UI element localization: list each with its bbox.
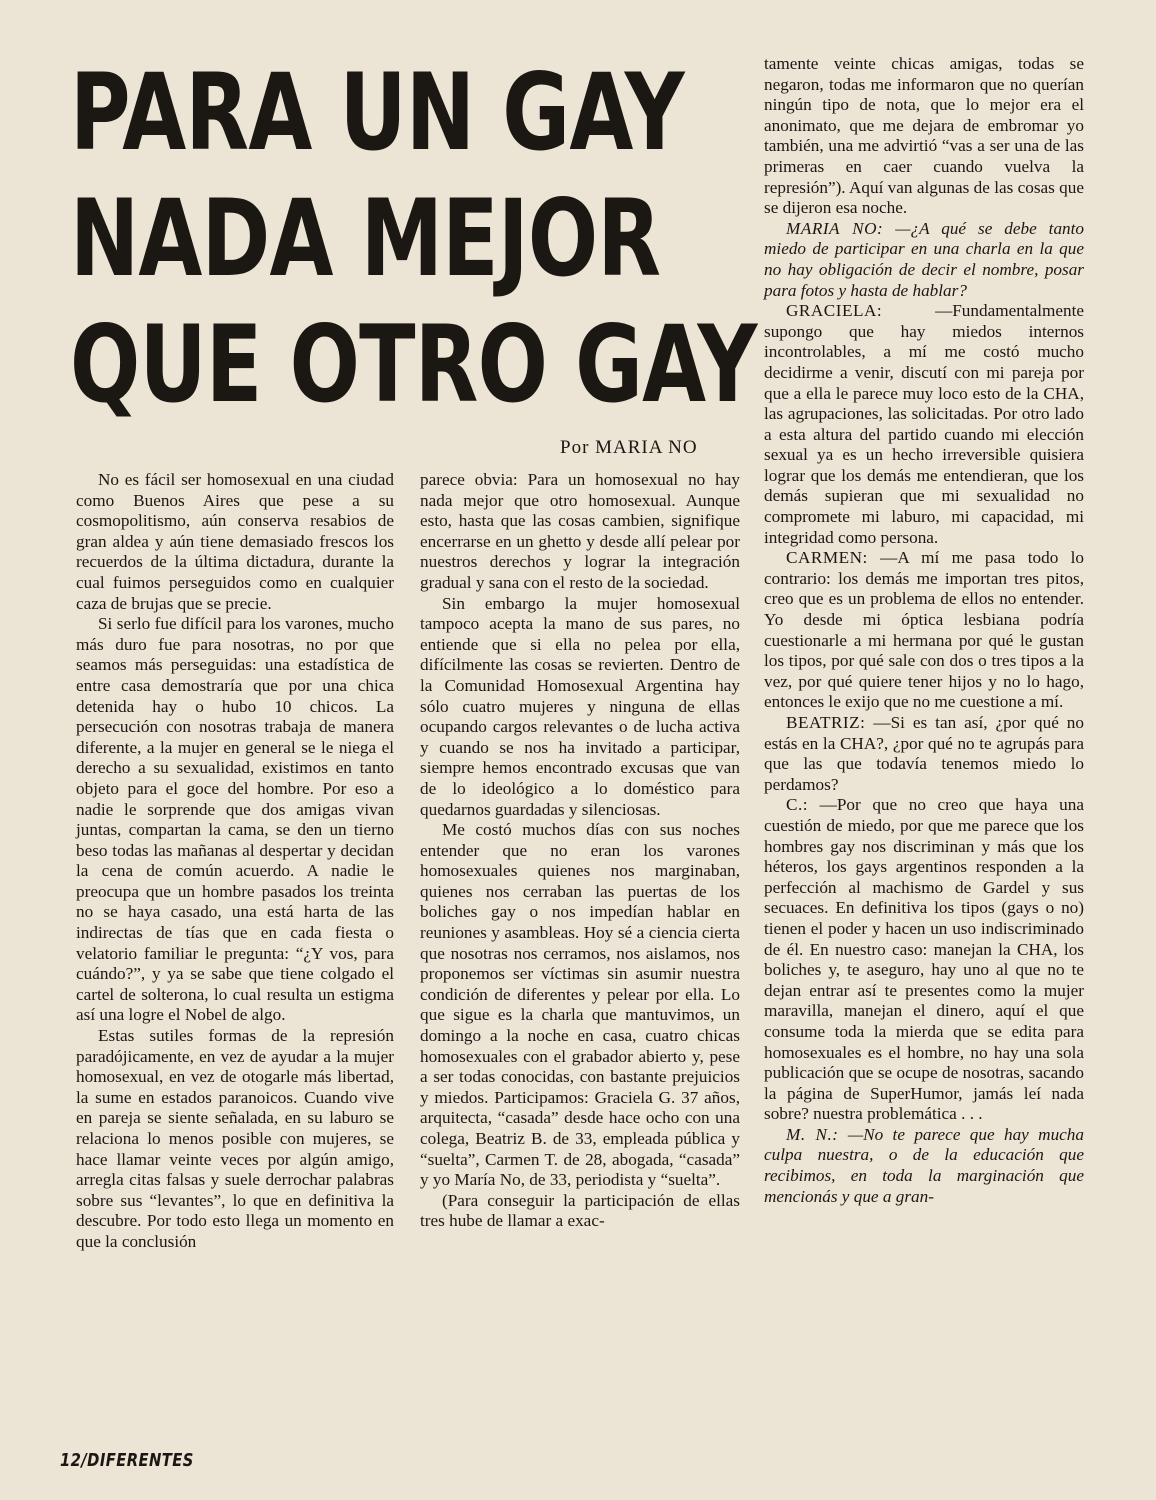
paragraph: No es fácil ser homosexual en una ciudad como Buenos Aires que pese a su cosmopolitismo, aún conserva resabios de gran aldea y aún tiene demasiado frescos los recuerdos de la última dictadura, durante la cual fuimos perseguidos como en cualquier caza de brujas que se precie. — [76, 470, 394, 613]
paragraph: parece obvia: Para un homosexual no hay nada mejor que otro homosexual. Aunque esto, hasta que las cosas cambien, signifique encerrarse en un ghetto y desde allí pelear por nuestros derechos y lograr la integración gradual y sana con el resto de la sociedad. — [420, 470, 740, 592]
paragraph: (Para conseguir la participación de ellas tres hube de llamar a exac- — [420, 1190, 740, 1231]
headline-line-2: NADA MEJOR — [70, 177, 661, 300]
paragraph: Sin embargo la mujer homosexual tampoco acepta la mano de sus pares, no entiende que si ella no pelea por ella, difícilmente las cosas se revierten. Dentro de la Comunidad Homosexual Argentina hay sólo cuatro mujeres y ninguna de ellas ocupando cargos relevantes o de lucha activa y cuando se nos ha invitado a participar, siempre hemos encontrado excusas que van de lo ideológico a lo doméstico para quedarnos guardadas y silenciosas. — [420, 593, 740, 819]
interview-question — [764, 1125, 1084, 1207]
answer-text: —Si es tan así, ¿por qué no estás en la CHA?, ¿por qué no te agrupás para que las que todavía tenemos miedo lo perdamos? — [764, 713, 1084, 794]
byline: Por MARIA NO — [560, 437, 698, 458]
paragraph: Me costó muchos días con sus noches entender que no eran los varones homosexuales quienes nos marginaban, quienes nos cerraban las puertas de los boliches gay o nos impedían hablar en reuniones y asambleas. Hoy sé a ciencia cierta que nosotras nos cerramos, nos aislamos, nos proponemos ser víctimas sin asumir nuestra condición de diferentes y pelear por ella. Lo que sigue es la charla que mantuvimos, un domingo a la noche en casa, cuatro chicas homosexuales con el grabador abierto y, pese a ser todas conocidas, con bastante prejuicios y miedos. Participamos: Graciela G. 37 años, arquitecta, “casada” desde hace ocho con una colega, Beatriz B. de 33, empleada pública y “suelta”, Carmen T. de 28, abogada, “casada” y yo María No, de 33, periodista y “suelta”. — [420, 820, 740, 1190]
text-column-3 — [764, 54, 1084, 1207]
speaker-name: C.: — [786, 795, 809, 815]
text-column-1 — [76, 470, 394, 1253]
speaker-name: CARMEN: — [786, 548, 868, 568]
question-text: —¿A qué se debe tanto miedo de participar en una charla en la que no hay obligación de decir el nombre, posar para fotos y hasta de hablar? — [764, 218, 1085, 300]
answer-text: —Por que no creo que haya una cuestión de miedo, por que me parece que los hombres gay nos discriminan y más que los héteros, los gays argentinos responden a la perfección al machismo de Gardel y sus secuaces. En definitiva los tipos (gays o no) tienen el poder y hacen un uso indiscriminado de él. En nuestro caso: manejan la CHA, los boliches y, te aseguro, hay uno al que no te dejan entrar así te presentes como la mujer maravilla, manejan el dinero, aquí el que consume toda la mierda que se edita para homosexuales es el hombre, no hay una sola publicación que se ocupe de nosotras, sacando la página de SuperHumor, jamás leí nada sobre? nuestra problemática . . . — [764, 795, 1084, 1124]
headline-line-1: PARA UN GAY — [70, 51, 684, 174]
paragraph: Estas sutiles formas de la represión paradójicamente, en vez de ayudar a la mujer homosexual, en vez de otogarle más libertad, la sume en estados paranoicos. Cuando vive en pareja se siente señalada, en su laburo se relaciona lo menos posible con mujeres, se hace llamar veinte veces por algún amigo, arregla citas falsas y suele derrochar palabras sobre sus “levantes”, lo que en definitiva la descubre. Por todo esto llega un momento en que la conclusión — [76, 1026, 394, 1251]
article-headline — [70, 50, 757, 428]
headline-line-3: QUE OTRO GAY — [70, 303, 757, 426]
interview-answer — [764, 301, 1084, 548]
interview-question — [764, 219, 1084, 301]
paragraph: tamente veinte chicas amigas, todas se negaron, todas me informaron que no querían ningún tipo de nota, que lo mejor era el anonimato, que me dejara de embromar yo también, una me advirtió “vas a ser una de las primeras en caer cuando vuelva la represión”). Aquí van algunas de las cosas que se dijeron esa noche. — [764, 54, 1084, 218]
speaker-name: GRACIELA: — [786, 301, 883, 321]
interview-answer — [764, 548, 1084, 713]
answer-text: —A mí me pasa todo lo contrario: los demás me importan tres pitos, creo que es un problema de ellos no entender. Yo desde mi óptica lesbiana podría cuestionarle a mi hermana por qué le gustan los tipos, por qué sale con dos o tres tipos a la vez, por qué quiere tener hijos y no lo hago, entonces le exijo que no me cuestione a mí. — [764, 548, 1084, 712]
text-column-2 — [420, 470, 740, 1232]
question-text: —No te parece que hay mucha culpa nuestra, o de la educación que recibimos, en toda la marginación que mencionás y que a gran- — [764, 1124, 1084, 1206]
interview-answer — [764, 795, 1084, 1125]
answer-text: —Fundamentalmente supongo que hay miedos internos incontrolables, a mí me costó mucho decidirme a venir, discutí con mi pareja por que a ella le parece muy loco esto de la CHA, las agrupaciones, las solicitadas. Por otro lado a esta altura del partido cuando mi elección sexual ya es un hecho irreversible quisiera lograr que los demás me entendieran, que los demás supieran que mi sexualidad no compromete mi laburo, mi capacidad, mi integridad como persona. — [764, 301, 1084, 547]
speaker-name: BEATRIZ: — [786, 713, 866, 732]
speaker-name: M. N.: — [786, 1124, 839, 1144]
interview-answer — [764, 713, 1084, 795]
paragraph: Si serlo fue difícil para los varones, mucho más duro fue para nosotras, no por que seamos más perseguidas: una estadística de entre casa demostraría que por una chica detenida hay o hubo 10 chicos. La persecución con nosotras trabaja de manera diferente, a la mujer en general se le niega el derecho a su sexualidad, existimos en tanto objeto para el goce del hombre. Por eso a nadie le sorprende que dos amigas vivan juntas, compartan la cama, se den un tierno beso todas las mañanas al despertar y decidan la cena de común acuerdo. A nadie le preocupa que un hombre pasados los treinta no se haya casado, una está harta de las indirectas de tías que en cada fiesta o velatorio familiar le pregunta: “¿Y vos, para cuándo?”, y ya se sabe que tiene colgado el cartel de solterona, lo cual resulta un estigma así una logre el Nobel de algo. — [76, 614, 394, 1025]
page-footer: 12/DIFERENTES — [60, 1450, 194, 1471]
speaker-name: MARIA NO: — [786, 218, 884, 238]
